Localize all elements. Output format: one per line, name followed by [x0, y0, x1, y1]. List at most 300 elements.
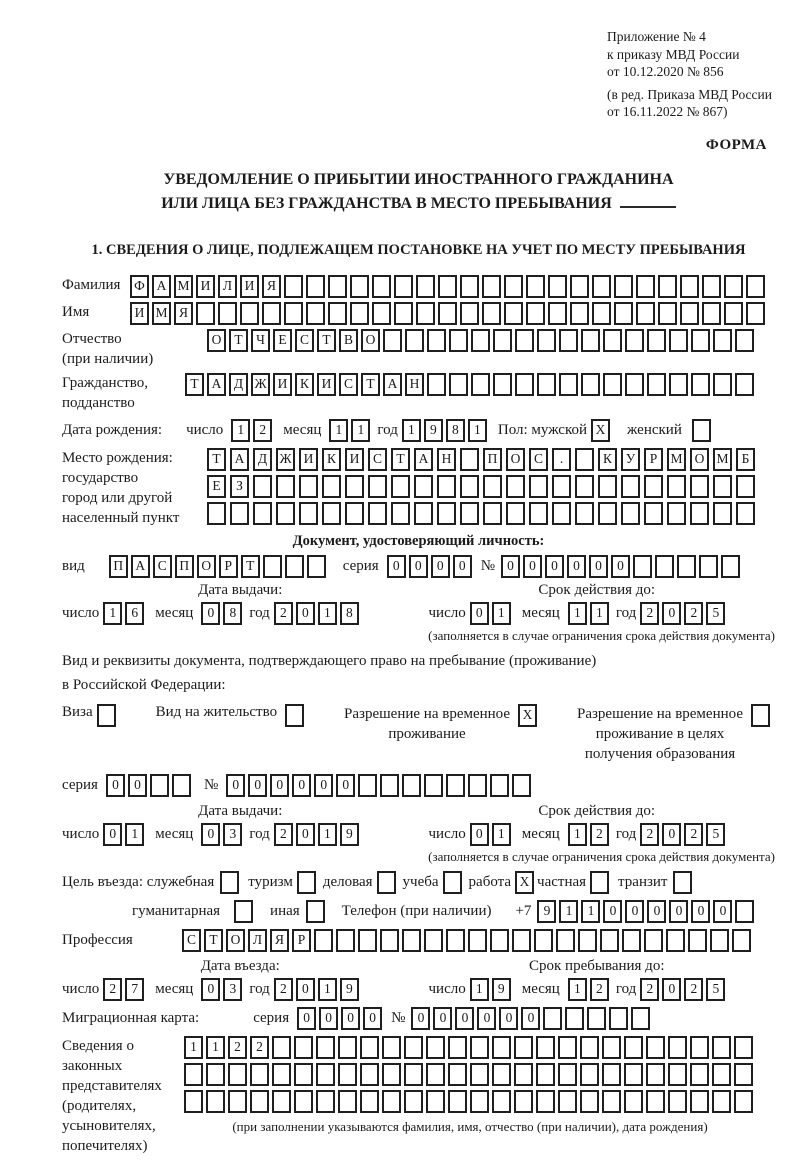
form-cell[interactable]: Д	[253, 448, 272, 471]
form-cell[interactable]	[448, 1063, 467, 1086]
form-cell[interactable]	[692, 419, 711, 442]
form-cell[interactable]	[746, 302, 765, 325]
form-cell[interactable]	[358, 929, 377, 952]
form-cell[interactable]	[667, 502, 686, 525]
form-cell[interactable]	[380, 774, 399, 797]
form-cell[interactable]	[449, 373, 468, 396]
form-cell[interactable]: В	[339, 329, 358, 352]
form-cell[interactable]	[631, 1007, 650, 1030]
form-cell[interactable]	[556, 929, 575, 952]
form-cell[interactable]: 0	[128, 774, 147, 797]
form-cell[interactable]: Т	[204, 929, 223, 952]
form-cell[interactable]	[416, 302, 435, 325]
form-cell[interactable]: 9	[492, 978, 511, 1001]
form-cell[interactable]: К	[598, 448, 617, 471]
form-cell[interactable]	[438, 275, 457, 298]
form-cell[interactable]: 2	[250, 1036, 269, 1059]
form-cell[interactable]	[382, 1090, 401, 1113]
form-cell[interactable]	[713, 373, 732, 396]
form-cell[interactable]	[338, 1063, 357, 1086]
form-cell[interactable]	[402, 774, 421, 797]
form-cell[interactable]	[276, 502, 295, 525]
form-cell[interactable]	[534, 929, 553, 952]
form-cell[interactable]	[250, 1090, 269, 1113]
form-cell[interactable]	[751, 704, 770, 727]
form-cell[interactable]	[299, 475, 318, 498]
form-cell[interactable]	[690, 1063, 709, 1086]
form-cell[interactable]: А	[230, 448, 249, 471]
form-cell[interactable]	[512, 774, 531, 797]
form-cell[interactable]: А	[207, 373, 226, 396]
form-cell[interactable]: А	[152, 275, 171, 298]
form-cell[interactable]: Ж	[251, 373, 270, 396]
form-cell[interactable]: 1	[318, 602, 337, 625]
form-cell[interactable]: И	[196, 275, 215, 298]
form-cell[interactable]	[299, 502, 318, 525]
form-cell[interactable]	[314, 929, 333, 952]
form-cell[interactable]	[328, 275, 347, 298]
form-cell[interactable]	[382, 1036, 401, 1059]
form-cell[interactable]: 1	[568, 602, 587, 625]
form-cell[interactable]	[360, 1090, 379, 1113]
form-cell[interactable]	[470, 1090, 489, 1113]
form-cell[interactable]	[680, 302, 699, 325]
form-cell[interactable]	[690, 1036, 709, 1059]
form-cell[interactable]: У	[621, 448, 640, 471]
form-cell[interactable]	[438, 302, 457, 325]
form-cell[interactable]: 0	[662, 978, 681, 1001]
form-cell[interactable]: 0	[106, 774, 125, 797]
form-cell[interactable]	[590, 871, 609, 894]
form-cell[interactable]	[427, 373, 446, 396]
form-cell[interactable]: 2	[590, 978, 609, 1001]
form-cell[interactable]: 0	[453, 555, 472, 578]
form-cell[interactable]	[537, 329, 556, 352]
form-cell[interactable]: 0	[296, 602, 315, 625]
form-cell[interactable]: 0	[103, 823, 122, 846]
form-cell[interactable]	[294, 1036, 313, 1059]
form-cell[interactable]	[624, 1063, 643, 1086]
form-cell[interactable]	[580, 1063, 599, 1086]
form-cell[interactable]	[272, 1090, 291, 1113]
form-cell[interactable]	[600, 929, 619, 952]
form-cell[interactable]: 0	[521, 1007, 540, 1030]
form-cell[interactable]	[424, 774, 443, 797]
form-cell[interactable]: Т	[361, 373, 380, 396]
form-cell[interactable]: 3	[223, 978, 242, 1001]
form-cell[interactable]	[543, 1007, 562, 1030]
form-cell[interactable]	[724, 275, 743, 298]
form-cell[interactable]	[666, 929, 685, 952]
form-cell[interactable]: X	[591, 419, 610, 442]
form-cell[interactable]	[713, 475, 732, 498]
form-cell[interactable]: Д	[229, 373, 248, 396]
form-cell[interactable]	[669, 373, 688, 396]
form-cell[interactable]	[492, 1090, 511, 1113]
form-cell[interactable]	[402, 929, 421, 952]
form-cell[interactable]: 5	[706, 978, 725, 1001]
form-cell[interactable]	[360, 1063, 379, 1086]
form-cell[interactable]	[338, 1036, 357, 1059]
form-cell[interactable]	[424, 929, 443, 952]
form-cell[interactable]	[647, 329, 666, 352]
form-cell[interactable]	[493, 329, 512, 352]
form-cell[interactable]: 0	[713, 900, 732, 923]
form-cell[interactable]	[404, 1090, 423, 1113]
form-cell[interactable]	[471, 329, 490, 352]
form-cell[interactable]	[483, 502, 502, 525]
form-cell[interactable]: Б	[736, 448, 755, 471]
form-cell[interactable]	[490, 929, 509, 952]
form-cell[interactable]	[658, 302, 677, 325]
form-cell[interactable]	[667, 475, 686, 498]
form-cell[interactable]: С	[295, 329, 314, 352]
form-cell[interactable]: 2	[640, 602, 659, 625]
form-cell[interactable]: 0	[411, 1007, 430, 1030]
form-cell[interactable]	[427, 329, 446, 352]
form-cell[interactable]	[515, 329, 534, 352]
form-cell[interactable]	[394, 302, 413, 325]
form-cell[interactable]: О	[361, 329, 380, 352]
form-cell[interactable]: 1	[581, 900, 600, 923]
form-cell[interactable]	[228, 1063, 247, 1086]
form-cell[interactable]	[448, 1090, 467, 1113]
form-cell[interactable]	[602, 1036, 621, 1059]
form-cell[interactable]: 0	[433, 1007, 452, 1030]
form-cell[interactable]: 0	[501, 555, 520, 578]
form-cell[interactable]: Я	[174, 302, 193, 325]
form-cell[interactable]	[735, 900, 754, 923]
form-cell[interactable]	[382, 1063, 401, 1086]
form-cell[interactable]	[306, 900, 325, 923]
form-cell[interactable]: 3	[223, 823, 242, 846]
form-cell[interactable]: 0	[662, 602, 681, 625]
form-cell[interactable]	[206, 1063, 225, 1086]
form-cell[interactable]	[587, 1007, 606, 1030]
form-cell[interactable]: 0	[669, 900, 688, 923]
form-cell[interactable]	[307, 555, 326, 578]
form-cell[interactable]: 8	[446, 419, 465, 442]
form-cell[interactable]	[633, 555, 652, 578]
form-cell[interactable]	[580, 1036, 599, 1059]
form-cell[interactable]	[460, 502, 479, 525]
form-cell[interactable]	[394, 275, 413, 298]
form-cell[interactable]: 0	[589, 555, 608, 578]
form-cell[interactable]	[316, 1090, 335, 1113]
form-cell[interactable]: Л	[248, 929, 267, 952]
form-cell[interactable]	[625, 373, 644, 396]
form-cell[interactable]: Ж	[276, 448, 295, 471]
form-cell[interactable]	[377, 871, 396, 894]
form-cell[interactable]	[468, 929, 487, 952]
form-cell[interactable]	[391, 502, 410, 525]
form-cell[interactable]: 0	[431, 555, 450, 578]
form-cell[interactable]	[460, 302, 479, 325]
form-cell[interactable]	[690, 475, 709, 498]
form-cell[interactable]: Н	[405, 373, 424, 396]
form-cell[interactable]: Н	[437, 448, 456, 471]
form-cell[interactable]	[690, 1090, 709, 1113]
form-cell[interactable]: 1	[468, 419, 487, 442]
form-cell[interactable]	[537, 373, 556, 396]
form-cell[interactable]	[460, 448, 479, 471]
form-cell[interactable]	[372, 275, 391, 298]
form-cell[interactable]: И	[345, 448, 364, 471]
form-cell[interactable]: Ч	[251, 329, 270, 352]
form-cell[interactable]: 1	[206, 1036, 225, 1059]
form-cell[interactable]: 2	[274, 823, 293, 846]
form-cell[interactable]	[285, 704, 304, 727]
form-cell[interactable]: Р	[644, 448, 663, 471]
form-cell[interactable]	[207, 502, 226, 525]
form-cell[interactable]	[328, 302, 347, 325]
form-cell[interactable]	[712, 1063, 731, 1086]
form-cell[interactable]	[536, 1036, 555, 1059]
form-cell[interactable]	[565, 1007, 584, 1030]
form-cell[interactable]	[558, 1090, 577, 1113]
form-cell[interactable]: 0	[455, 1007, 474, 1030]
form-cell[interactable]: 1	[231, 419, 250, 442]
form-cell[interactable]: 0	[470, 823, 489, 846]
form-cell[interactable]	[284, 275, 303, 298]
form-cell[interactable]: Е	[273, 329, 292, 352]
form-cell[interactable]	[514, 1090, 533, 1113]
form-cell[interactable]: Т	[317, 329, 336, 352]
form-cell[interactable]: 8	[223, 602, 242, 625]
form-cell[interactable]	[482, 302, 501, 325]
form-cell[interactable]	[734, 1036, 753, 1059]
form-cell[interactable]: 1	[559, 900, 578, 923]
form-cell[interactable]	[614, 275, 633, 298]
form-cell[interactable]: Р	[219, 555, 238, 578]
form-cell[interactable]	[272, 1036, 291, 1059]
form-cell[interactable]	[644, 929, 663, 952]
form-cell[interactable]: О	[207, 329, 226, 352]
form-cell[interactable]: 0	[336, 774, 355, 797]
form-cell[interactable]	[592, 302, 611, 325]
form-cell[interactable]: 1	[568, 823, 587, 846]
form-cell[interactable]	[691, 373, 710, 396]
form-cell[interactable]	[515, 373, 534, 396]
form-cell[interactable]	[736, 502, 755, 525]
form-cell[interactable]	[514, 1036, 533, 1059]
form-cell[interactable]: 8	[340, 602, 359, 625]
form-cell[interactable]	[218, 302, 237, 325]
form-cell[interactable]: И	[130, 302, 149, 325]
form-cell[interactable]: 1	[318, 978, 337, 1001]
form-cell[interactable]: Р	[292, 929, 311, 952]
form-cell[interactable]	[680, 275, 699, 298]
form-cell[interactable]	[575, 448, 594, 471]
form-cell[interactable]: 0	[296, 823, 315, 846]
form-cell[interactable]: X	[518, 704, 537, 727]
form-cell[interactable]: 0	[248, 774, 267, 797]
form-cell[interactable]: 1	[318, 823, 337, 846]
form-cell[interactable]	[285, 555, 304, 578]
form-cell[interactable]: О	[690, 448, 709, 471]
form-cell[interactable]	[712, 1090, 731, 1113]
form-cell[interactable]	[493, 373, 512, 396]
form-cell[interactable]: О	[226, 929, 245, 952]
form-cell[interactable]	[391, 475, 410, 498]
form-cell[interactable]	[570, 275, 589, 298]
form-cell[interactable]: Т	[391, 448, 410, 471]
form-cell[interactable]: 2	[684, 823, 703, 846]
form-cell[interactable]	[206, 1090, 225, 1113]
form-cell[interactable]	[470, 1036, 489, 1059]
form-cell[interactable]: О	[506, 448, 525, 471]
form-cell[interactable]: 0	[314, 774, 333, 797]
form-cell[interactable]	[603, 373, 622, 396]
form-cell[interactable]: 0	[409, 555, 428, 578]
form-cell[interactable]: С	[182, 929, 201, 952]
form-cell[interactable]	[250, 1063, 269, 1086]
form-cell[interactable]: Т	[229, 329, 248, 352]
form-cell[interactable]: 5	[706, 823, 725, 846]
form-cell[interactable]: М	[174, 275, 193, 298]
form-cell[interactable]	[702, 302, 721, 325]
form-cell[interactable]	[345, 475, 364, 498]
form-cell[interactable]: 2	[684, 602, 703, 625]
form-cell[interactable]	[578, 929, 597, 952]
form-cell[interactable]: 0	[319, 1007, 338, 1030]
form-cell[interactable]	[449, 329, 468, 352]
form-cell[interactable]	[710, 929, 729, 952]
form-cell[interactable]	[548, 275, 567, 298]
form-cell[interactable]: .	[552, 448, 571, 471]
form-cell[interactable]	[426, 1063, 445, 1086]
form-cell[interactable]	[602, 1063, 621, 1086]
form-cell[interactable]	[253, 475, 272, 498]
form-cell[interactable]: 1	[402, 419, 421, 442]
form-cell[interactable]: 1	[103, 602, 122, 625]
form-cell[interactable]	[504, 275, 523, 298]
form-cell[interactable]	[699, 555, 718, 578]
form-cell[interactable]	[673, 871, 692, 894]
form-cell[interactable]: Я	[262, 275, 281, 298]
form-cell[interactable]	[276, 475, 295, 498]
form-cell[interactable]: 1	[590, 602, 609, 625]
form-cell[interactable]: М	[667, 448, 686, 471]
form-cell[interactable]: П	[109, 555, 128, 578]
form-cell[interactable]: М	[713, 448, 732, 471]
form-cell[interactable]	[240, 302, 259, 325]
form-cell[interactable]	[575, 475, 594, 498]
form-cell[interactable]	[306, 302, 325, 325]
form-cell[interactable]: 1	[492, 823, 511, 846]
form-cell[interactable]	[220, 871, 239, 894]
form-cell[interactable]	[443, 871, 462, 894]
form-cell[interactable]: П	[175, 555, 194, 578]
form-cell[interactable]: К	[322, 448, 341, 471]
form-cell[interactable]	[426, 1036, 445, 1059]
form-cell[interactable]: З	[230, 475, 249, 498]
form-cell[interactable]	[746, 275, 765, 298]
form-cell[interactable]: 2	[640, 823, 659, 846]
form-cell[interactable]	[592, 275, 611, 298]
form-cell[interactable]	[97, 704, 116, 727]
form-cell[interactable]	[338, 1090, 357, 1113]
form-cell[interactable]: 0	[625, 900, 644, 923]
form-cell[interactable]: С	[368, 448, 387, 471]
form-cell[interactable]: Е	[207, 475, 226, 498]
form-cell[interactable]: 1	[125, 823, 144, 846]
form-cell[interactable]	[263, 555, 282, 578]
form-cell[interactable]	[735, 329, 754, 352]
form-cell[interactable]: 9	[340, 978, 359, 1001]
form-cell[interactable]	[668, 1090, 687, 1113]
form-cell[interactable]: 2	[274, 602, 293, 625]
form-cell[interactable]: 0	[201, 978, 220, 1001]
form-cell[interactable]: Ф	[130, 275, 149, 298]
form-cell[interactable]: Т	[241, 555, 260, 578]
form-cell[interactable]	[712, 1036, 731, 1059]
form-cell[interactable]	[380, 929, 399, 952]
form-cell[interactable]	[552, 475, 571, 498]
form-cell[interactable]	[580, 1090, 599, 1113]
form-cell[interactable]	[230, 502, 249, 525]
form-cell[interactable]	[514, 1063, 533, 1086]
form-cell[interactable]	[646, 1036, 665, 1059]
form-cell[interactable]: П	[483, 448, 502, 471]
form-cell[interactable]	[426, 1090, 445, 1113]
form-cell[interactable]: С	[529, 448, 548, 471]
form-cell[interactable]: 0	[662, 823, 681, 846]
form-cell[interactable]	[492, 1036, 511, 1059]
form-cell[interactable]	[512, 929, 531, 952]
form-cell[interactable]: 0	[292, 774, 311, 797]
form-cell[interactable]	[732, 929, 751, 952]
form-cell[interactable]	[658, 275, 677, 298]
form-cell[interactable]	[609, 1007, 628, 1030]
form-cell[interactable]: И	[273, 373, 292, 396]
form-cell[interactable]	[437, 502, 456, 525]
form-cell[interactable]: 1	[568, 978, 587, 1001]
form-cell[interactable]	[368, 502, 387, 525]
form-cell[interactable]	[468, 774, 487, 797]
form-cell[interactable]	[581, 373, 600, 396]
form-cell[interactable]	[306, 275, 325, 298]
form-cell[interactable]	[529, 475, 548, 498]
form-cell[interactable]	[526, 275, 545, 298]
form-cell[interactable]: 0	[270, 774, 289, 797]
form-cell[interactable]: К	[295, 373, 314, 396]
form-cell[interactable]: X	[515, 871, 534, 894]
form-cell[interactable]	[184, 1063, 203, 1086]
form-cell[interactable]	[655, 555, 674, 578]
form-cell[interactable]	[228, 1090, 247, 1113]
form-cell[interactable]	[558, 1063, 577, 1086]
form-cell[interactable]	[253, 502, 272, 525]
form-cell[interactable]	[636, 275, 655, 298]
form-cell[interactable]	[350, 302, 369, 325]
form-cell[interactable]	[736, 475, 755, 498]
form-cell[interactable]	[669, 329, 688, 352]
form-cell[interactable]: 0	[296, 978, 315, 1001]
form-cell[interactable]	[322, 475, 341, 498]
form-cell[interactable]	[316, 1036, 335, 1059]
form-cell[interactable]	[735, 373, 754, 396]
form-cell[interactable]: 0	[341, 1007, 360, 1030]
form-cell[interactable]	[460, 475, 479, 498]
form-cell[interactable]	[172, 774, 191, 797]
form-cell[interactable]	[624, 1036, 643, 1059]
form-cell[interactable]: 5	[706, 602, 725, 625]
form-cell[interactable]	[470, 1063, 489, 1086]
form-cell[interactable]	[404, 1063, 423, 1086]
form-cell[interactable]	[624, 1090, 643, 1113]
form-cell[interactable]: А	[131, 555, 150, 578]
